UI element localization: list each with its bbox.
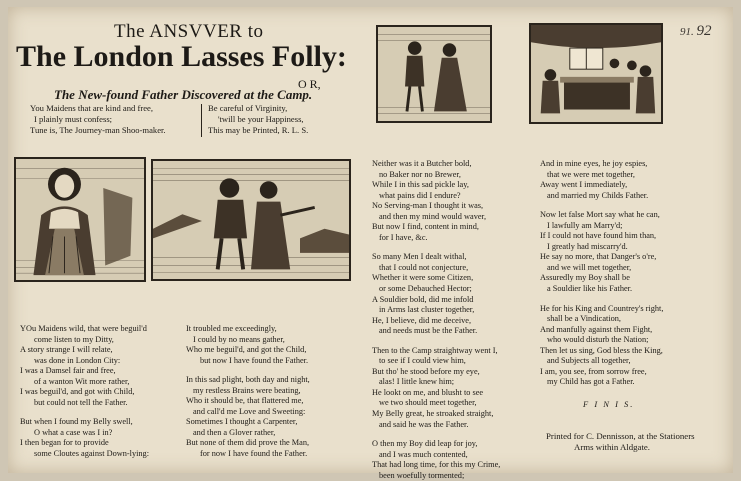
verse-line: That had long time, for this my Crime, [372,460,501,470]
stanza-gap [540,201,663,210]
broadside-sheet [8,7,733,480]
verse-line: and said he was the Father. [379,419,469,429]
imprint-line: Arms within Aldgate. [574,442,650,452]
verse-line: O what a case was I in? [34,427,113,437]
verse-line: some Cloutes against Down-lying: [34,449,149,459]
intro-divider [201,104,202,137]
verse-line: I then began for to provide [20,438,109,448]
title-or: O R, [298,77,321,91]
verse-line: No Serving-man I thought it was, [372,201,484,211]
subtitle: The New-found Father Discovered at the Camp. [54,87,313,102]
verse-line: A Souldier bold, did me infold [372,294,474,304]
intro-line: This may be Printed, R. L. S. [208,125,309,135]
verse-column-4 [540,159,663,388]
verse-line: been woefully tormented; [379,470,465,480]
finis: F I N I S. [583,399,635,409]
title-line-1: The ANSVVER to [114,21,264,42]
verse-line: He, I believe, did me deceive, [372,315,472,325]
small-couple-woodcut [376,25,492,123]
manuscript-number [680,23,712,40]
verse-line: come listen to my Ditty, [34,334,114,344]
verse-line: I lawfully am Marry'd; [547,220,623,230]
verse-line: But when I found my Belly swell, [20,417,133,427]
stanza-gap [186,366,310,375]
verse-line: O then my Boy did leap for joy, [372,439,478,449]
imprint [546,431,695,453]
stanza-gap [540,295,663,304]
verse-line: Who it should be, that flattered me, [186,396,304,406]
verse-line: for I have, &c. [379,232,428,242]
verse-line: He for his King and Countrey's right, [540,303,664,313]
intro-line: Tune is, The Journey-man Shoo-maker. [30,125,166,135]
verse-line: and then a Glover rather, [193,427,276,437]
verse-line: and then my mind would waver, [379,211,487,221]
verse-line: Now let false Mort say what he can, [540,210,660,220]
stanza-gap [372,243,500,252]
verse-line: and I was much contented, [379,449,468,459]
verse-line: for now I have found the Father. [200,449,308,459]
verse-line: no Baker nor no Brewer, [379,169,461,179]
verse-line: I could by no means gather, [193,334,285,344]
verse-line: what pains did I endure? [379,190,461,200]
verse-line: If I could not have found him than, [540,231,657,241]
verse-line: I was beguil'd, and got with Child, [20,387,135,397]
verse-line: He lookt on me, and blusht to see [372,387,484,397]
verse-line: A story strange I will relate, [20,345,113,355]
verse-line: my restless Brains were beating, [193,385,301,395]
verse-line: I greatly had miscarry'd. [547,241,628,251]
verse-line: But tho' he stood before my eye, [372,366,480,376]
verse-line: Assuredly my Boy shall be [540,273,630,283]
verse-line: Neither was it a Butcher bold, [372,159,472,168]
verse-line: and call'd me Love and Sweeting: [193,406,306,416]
intro-line: 'twill be your Happiness, [218,114,304,124]
verse-line: in Arms last cluster together, [379,305,475,315]
verse-line: that we were met together, [547,169,635,179]
imprint-line: Printed for C. Dennisson, at the Stationers [546,431,695,441]
verse-line: my Child has got a Father. [547,377,635,387]
verse-line: Whether it were some Citizen, [372,273,474,283]
verse-line: And manfully against them Fight, [540,324,653,334]
verse-line: He say no more, that Danger's o're, [540,252,657,262]
verse-column-1 [20,324,149,460]
verse-line: While I in this sad pickle lay, [372,180,469,190]
verse-line: YOu Maidens wild, that were beguil'd [20,324,147,333]
verse-line: and married my Childs Father. [547,190,649,200]
verse-line: we two should meet together, [379,398,477,408]
verse-line: Then let us sing, God bless the King, [540,345,663,355]
intro-line: I plainly must confess; [34,114,113,124]
verse-line: But now I find, content in mind, [372,222,479,232]
ms-large: 92 [696,23,712,39]
verse-line: to see if I could view him, [379,356,466,366]
verse-line: So many Men I dealt withal, [372,252,467,262]
verse-line: Away went I immediately, [540,180,628,190]
verse-line: a Souldier like his Father. [547,284,633,294]
stanza-gap [372,337,500,346]
verse-line: that I could not conjecture, [379,262,469,272]
verse-line: and we will met together, [547,262,632,272]
tavern-scene-woodcut [529,23,663,124]
verse-column-2 [186,324,310,460]
stanza-gap [372,430,500,439]
verse-line: but now I have found the Father. [200,355,309,365]
title-line-2: The London Lasses Folly: [16,40,347,73]
verse-line: It troubled me exceedingly, [186,324,277,333]
verse-line: but could not tell the Father. [34,397,128,407]
verse-line: alas! I little knew him; [379,377,455,387]
ms-small: 91. [680,26,694,38]
verse-line: was done in London City: [34,355,121,365]
intro-line: Be careful of Virginity, [208,103,288,113]
verse-line: Who me beguil'd, and got the Child, [186,345,307,355]
verse-line: who would disturb the Nation; [547,335,649,345]
verse-line: and Subjects all together, [547,356,631,366]
verse-line: shall be a Vindication, [547,314,622,324]
verse-column-3 [372,159,500,481]
intro-line: You Maidens that are kind and free, [30,103,153,113]
verse-line: But none of them did prove the Man, [186,438,310,448]
verse-line: and needs must be the Father. [379,326,478,336]
woman-portrait-woodcut [14,157,146,282]
verse-line: In this sad plight, both day and night, [186,375,310,385]
couple-walking-woodcut [151,159,351,281]
verse-line: I am, you see, from sorrow free, [540,366,647,376]
verse-line: of a wanton Wit more rather, [34,376,130,386]
verse-line: My Belly great, he stroaked straight, [372,409,494,419]
stanza-gap [20,408,149,417]
verse-line: I was a Damsel fair and free, [20,366,116,376]
intro-left [30,103,166,136]
verse-line: Sometimes I thought a Carpenter, [186,417,298,427]
intro-right [208,103,308,136]
verse-line: Then to the Camp straightway went I, [372,345,498,355]
verse-line: or some Debauched Hector; [379,284,472,294]
verse-line: And in mine eyes, he joy espies, [540,159,648,168]
